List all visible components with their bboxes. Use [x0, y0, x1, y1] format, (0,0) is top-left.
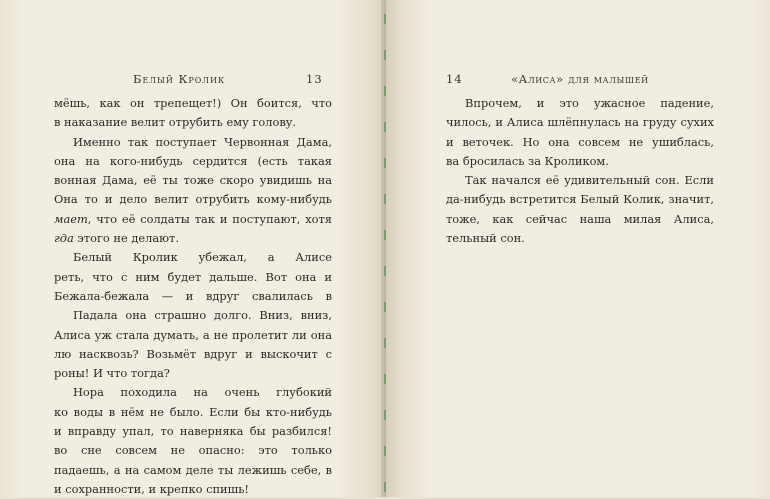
italic-text: мает	[54, 211, 88, 226]
text-line	[54, 94, 332, 113]
text-line	[54, 210, 332, 229]
running-title-right: «Алиса» для малышей	[511, 72, 649, 86]
line-text: в наказание велит отрубить ему голову.	[54, 115, 297, 130]
line-text: ко воды в нём не было. Если бы кто-нибудь	[54, 404, 332, 419]
line-text: тельный сон.	[446, 231, 525, 246]
text-line	[54, 268, 332, 287]
text-line	[54, 152, 332, 171]
line-text: роны! И что тогда?	[54, 366, 170, 381]
text-line	[54, 364, 332, 383]
line-text: она на кого-нибудь сердится (есть такая	[54, 153, 332, 168]
line-text: и вправду упал, то наверняка бы разбился!	[54, 424, 332, 439]
line-text: реть, что с ним будет дальше. Вот она и	[54, 269, 332, 284]
text-line	[54, 326, 332, 345]
line-text: Впрочем, и это ужасное падение,	[465, 96, 714, 110]
text-line	[446, 190, 714, 209]
running-title-left: Белый Кролик	[133, 72, 226, 86]
line-text: и сохранности, и крепко спишь!	[54, 481, 249, 496]
line-text: мёшь, как он трепещет!) Он боится, что	[54, 96, 332, 110]
text-line	[54, 383, 332, 402]
left-page-text	[54, 94, 332, 499]
italic-text: гда	[54, 231, 74, 246]
text-line	[54, 480, 332, 499]
line-text: Бежала-бежала — и вдруг свалилась в	[54, 288, 332, 303]
text-line	[54, 345, 332, 364]
text-line	[54, 461, 332, 480]
line-text: чилось, и Алиса шлёпнулась на груду сухих	[446, 115, 714, 130]
line-text: , что её солдаты так и поступают, хотя	[87, 211, 332, 226]
line-text: во сне совсем не опасно: это только	[54, 443, 332, 458]
line-text: падаешь, а на самом деле ты лежишь себе, в	[54, 462, 332, 477]
text-line	[446, 229, 714, 248]
text-line	[446, 113, 714, 132]
text-line	[54, 306, 332, 325]
text-line	[54, 229, 332, 248]
line-text: и веточек. Но она совсем не ушиблась,	[446, 134, 714, 149]
text-line	[54, 441, 332, 460]
text-line	[54, 190, 332, 209]
line-text: лю насквозь? Возьмёт вдруг и выскочит с	[54, 346, 332, 361]
line-text: Так начался её удивительный сон. Если	[465, 173, 714, 188]
line-text: Падала она страшно долго. Вниз, вниз,	[73, 308, 332, 323]
page-number-left: 13	[306, 72, 323, 86]
line-text: Нора походила на очень глубокий	[73, 385, 332, 400]
line-text: Алиса уж стала думать, а не пролетит ли она	[54, 327, 332, 342]
line-text: вонная Дама, её ты тоже скоро увидишь на	[54, 173, 332, 188]
page-number-right: 14	[446, 72, 463, 86]
line-text: Белый Кролик убежал, а Алисе	[73, 250, 332, 265]
line-text: тоже, как сейчас наша милая Алиса,	[446, 211, 714, 226]
text-line	[54, 113, 332, 132]
text-line	[54, 422, 332, 441]
line-text: да-нибудь встретится Белый Колик, значит,	[446, 192, 714, 207]
right-page-text	[446, 94, 714, 248]
text-line	[54, 248, 332, 267]
text-line	[54, 171, 332, 190]
line-text: Именно так поступает Червонная Дама,	[73, 134, 332, 149]
text-line	[446, 94, 714, 113]
line-text: этого не делают.	[73, 231, 179, 246]
left-page	[0, 0, 384, 497]
text-line	[54, 133, 332, 152]
text-line	[446, 171, 714, 190]
text-line	[446, 210, 714, 229]
text-line	[54, 287, 332, 306]
line-text: ва бросилась за Кроликом.	[446, 153, 609, 168]
text-line	[446, 152, 714, 171]
line-text: Она то и дело велит отрубить кому-нибудь	[54, 192, 332, 207]
text-line	[446, 133, 714, 152]
text-line	[54, 403, 332, 422]
